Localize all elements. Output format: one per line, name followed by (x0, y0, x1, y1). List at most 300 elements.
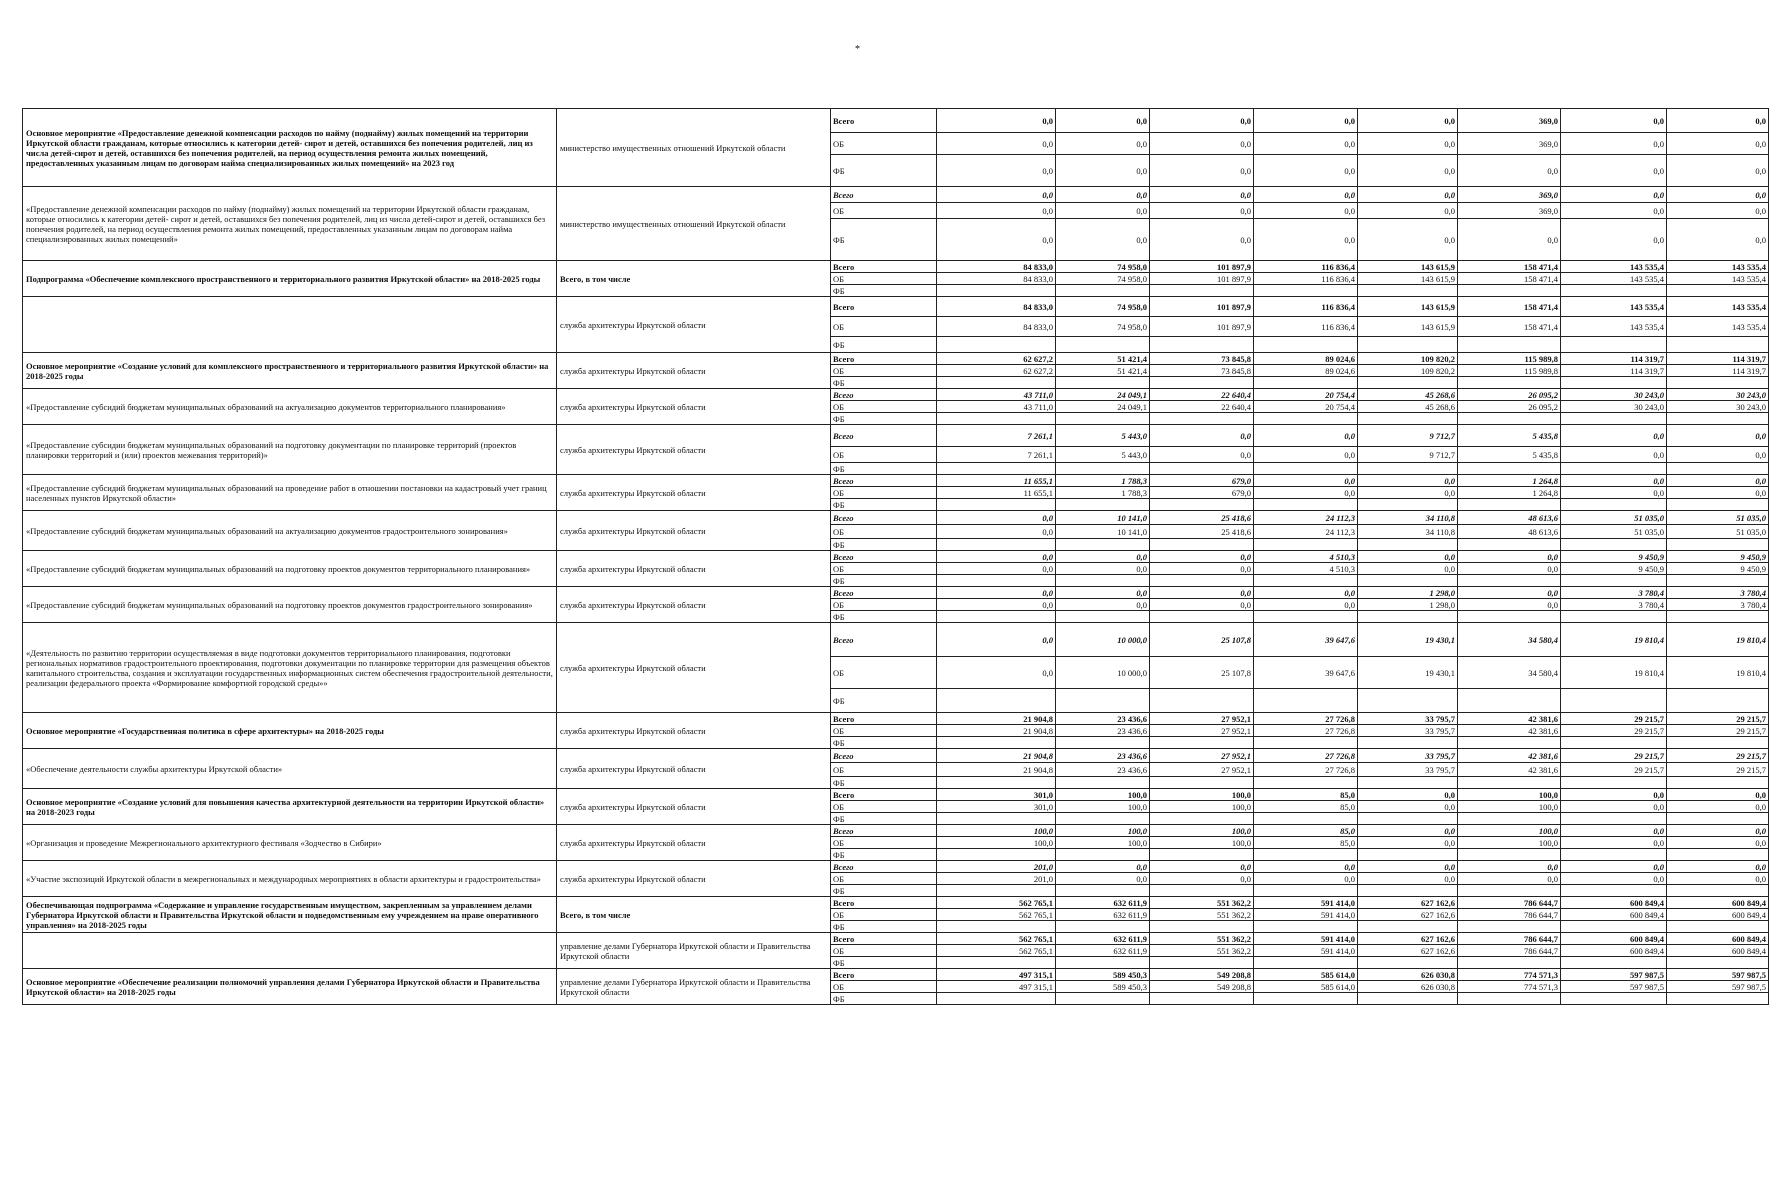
amount-cell: 73 845,8 (1150, 353, 1254, 365)
activity-description: «Деятельность по развитию территории осуществляемая в виде подготовки документов территориального планирования, подготовки региональных нормативов градостроительного проектирования, подготовки документации по планировке территории для размещения объектов капитального строительства, создания и эксплуатации государственных информационных систем обеспечения градостроительной деятельности, реализации федерального проекта «Формирование комфортной городской среды»» (23, 623, 557, 713)
amount-cell: 0,0 (1358, 203, 1458, 219)
amount-cell: 0,0 (1561, 789, 1667, 801)
amount-cell (937, 337, 1056, 353)
amount-cell: 0,0 (1056, 587, 1150, 599)
amount-cell: 600 849,4 (1561, 909, 1667, 921)
amount-cell: 100,0 (1056, 825, 1150, 837)
amount-cell (1056, 921, 1150, 933)
amount-cell (1458, 377, 1561, 389)
funding-source: ОБ (831, 599, 937, 611)
activity-description: «Предоставление субсидий бюджетам муниципальных образований на подготовку проектов документов градостроительного зонирования» (23, 587, 557, 623)
amount-cell (1667, 737, 1769, 749)
amount-cell: 143 535,4 (1667, 273, 1769, 285)
responsible-executor: служба архитектуры Иркутской области (557, 425, 831, 475)
amount-cell (1561, 737, 1667, 749)
amount-cell: 25 107,8 (1150, 623, 1254, 657)
amount-cell: 33 795,7 (1358, 725, 1458, 737)
funding-source: ФБ (831, 737, 937, 749)
amount-cell: 19 810,4 (1561, 623, 1667, 657)
table-row (23, 969, 1769, 981)
amount-cell: 0,0 (1358, 563, 1458, 575)
amount-cell (1358, 337, 1458, 353)
amount-cell: 29 215,7 (1667, 725, 1769, 737)
amount-cell (937, 885, 1056, 897)
table-row (23, 425, 1769, 447)
amount-cell (1667, 463, 1769, 475)
amount-cell: 23 436,6 (1056, 713, 1150, 725)
amount-cell: 143 615,9 (1358, 261, 1458, 273)
amount-cell: 0,0 (1458, 861, 1561, 873)
amount-cell (1056, 611, 1150, 623)
amount-cell: 9 450,9 (1667, 563, 1769, 575)
amount-cell: 0,0 (1056, 133, 1150, 155)
amount-cell: 39 647,6 (1254, 623, 1358, 657)
amount-cell (1254, 885, 1358, 897)
funding-source: Всего (831, 897, 937, 909)
amount-cell: 27 952,1 (1150, 763, 1254, 777)
amount-cell: 632 611,9 (1056, 909, 1150, 921)
amount-cell: 114 319,7 (1561, 353, 1667, 365)
activity-description: Основное мероприятие «Государственная политика в сфере архитектуры» на 2018-2025 годы (23, 713, 557, 749)
funding-source: ОБ (831, 763, 937, 777)
amount-cell: 786 644,7 (1458, 897, 1561, 909)
funding-source: ФБ (831, 377, 937, 389)
amount-cell: 0,0 (1254, 155, 1358, 187)
amount-cell: 45 268,6 (1358, 389, 1458, 401)
amount-cell: 19 430,1 (1358, 623, 1458, 657)
responsible-executor: служба архитектуры Иркутской области (557, 511, 831, 551)
amount-cell: 116 836,4 (1254, 261, 1358, 273)
amount-cell: 62 627,2 (937, 365, 1056, 377)
amount-cell: 158 471,4 (1458, 297, 1561, 317)
amount-cell (1150, 377, 1254, 389)
amount-cell: 0,0 (1358, 801, 1458, 813)
table-row (23, 261, 1769, 273)
amount-cell (1561, 957, 1667, 969)
amount-cell (1254, 813, 1358, 825)
funding-source: Всего (831, 389, 937, 401)
amount-cell: 42 381,6 (1458, 763, 1561, 777)
amount-cell: 0,0 (1561, 155, 1667, 187)
activity-description (23, 933, 557, 969)
amount-cell: 100,0 (1056, 789, 1150, 801)
amount-cell (1458, 611, 1561, 623)
amount-cell: 84 833,0 (937, 273, 1056, 285)
amount-cell: 0,0 (1150, 587, 1254, 599)
amount-cell: 10 000,0 (1056, 657, 1150, 689)
amount-cell (937, 957, 1056, 969)
amount-cell: 29 215,7 (1561, 713, 1667, 725)
amount-cell: 100,0 (937, 837, 1056, 849)
amount-cell: 0,0 (1667, 219, 1769, 261)
amount-cell: 0,0 (937, 219, 1056, 261)
amount-cell: 0,0 (1667, 109, 1769, 133)
amount-cell: 158 471,4 (1458, 317, 1561, 337)
amount-cell: 0,0 (937, 623, 1056, 657)
amount-cell (1056, 285, 1150, 297)
amount-cell (1667, 539, 1769, 551)
amount-cell: 143 615,9 (1358, 317, 1458, 337)
amount-cell: 1 298,0 (1358, 599, 1458, 611)
amount-cell (1358, 993, 1458, 1005)
amount-cell: 679,0 (1150, 475, 1254, 487)
table-row (23, 551, 1769, 563)
amount-cell: 89 024,6 (1254, 365, 1358, 377)
amount-cell (1254, 413, 1358, 425)
amount-cell: 11 655,1 (937, 487, 1056, 499)
amount-cell: 0,0 (1561, 447, 1667, 463)
amount-cell: 497 315,1 (937, 981, 1056, 993)
amount-cell (1254, 777, 1358, 789)
funding-source: ФБ (831, 463, 937, 475)
amount-cell: 85,0 (1254, 837, 1358, 849)
amount-cell: 0,0 (937, 511, 1056, 525)
amount-cell: 101 897,9 (1150, 273, 1254, 285)
amount-cell: 0,0 (1254, 133, 1358, 155)
amount-cell: 549 208,8 (1150, 969, 1254, 981)
amount-cell (1358, 957, 1458, 969)
amount-cell: 85,0 (1254, 801, 1358, 813)
amount-cell: 0,0 (1458, 551, 1561, 563)
amount-cell: 85,0 (1254, 789, 1358, 801)
amount-cell: 0,0 (1150, 563, 1254, 575)
amount-cell (1358, 499, 1458, 511)
responsible-executor: служба архитектуры Иркутской области (557, 623, 831, 713)
table-row (23, 297, 1769, 317)
amount-cell (1056, 885, 1150, 897)
amount-cell: 51 421,4 (1056, 365, 1150, 377)
amount-cell: 0,0 (1458, 563, 1561, 575)
amount-cell: 0,0 (1667, 873, 1769, 885)
funding-source: Всего (831, 587, 937, 599)
amount-cell: 0,0 (1358, 551, 1458, 563)
amount-cell: 0,0 (1667, 861, 1769, 873)
amount-cell (1254, 957, 1358, 969)
table-row (23, 187, 1769, 203)
amount-cell: 369,0 (1458, 133, 1561, 155)
amount-cell: 24 112,3 (1254, 511, 1358, 525)
amount-cell (1056, 777, 1150, 789)
amount-cell: 9 450,9 (1561, 563, 1667, 575)
activity-description: «Организация и проведение Межрегионального архитектурного фестиваля «Зодчество в Сибири» (23, 825, 557, 861)
amount-cell: 600 849,4 (1561, 945, 1667, 957)
amount-cell: 114 319,7 (1667, 365, 1769, 377)
funding-source: Всего (831, 109, 937, 133)
amount-cell: 33 795,7 (1358, 749, 1458, 763)
amount-cell: 11 655,1 (937, 475, 1056, 487)
amount-cell: 0,0 (1254, 109, 1358, 133)
amount-cell (1458, 337, 1561, 353)
amount-cell: 597 987,5 (1561, 969, 1667, 981)
amount-cell: 0,0 (1056, 155, 1150, 187)
amount-cell: 0,0 (1150, 447, 1254, 463)
funding-source: ФБ (831, 993, 937, 1005)
amount-cell (937, 777, 1056, 789)
amount-cell: 29 215,7 (1667, 749, 1769, 763)
activity-description: Основное мероприятие «Создание условий для комплексного пространственного и территориального развития Иркутской области» на 2018-2025 годы (23, 353, 557, 389)
amount-cell: 158 471,4 (1458, 261, 1561, 273)
amount-cell: 0,0 (1561, 861, 1667, 873)
amount-cell (1150, 285, 1254, 297)
amount-cell: 600 849,4 (1667, 945, 1769, 957)
funding-source: Всего (831, 475, 937, 487)
amount-cell (1458, 285, 1561, 297)
amount-cell: 0,0 (1150, 203, 1254, 219)
amount-cell: 10 000,0 (1056, 623, 1150, 657)
amount-cell: 24 049,1 (1056, 389, 1150, 401)
amount-cell (1254, 611, 1358, 623)
amount-cell: 24 112,3 (1254, 525, 1358, 539)
amount-cell: 591 414,0 (1254, 897, 1358, 909)
amount-cell: 0,0 (1667, 475, 1769, 487)
amount-cell: 29 215,7 (1561, 725, 1667, 737)
amount-cell: 0,0 (1561, 801, 1667, 813)
funding-source: ОБ (831, 487, 937, 499)
funding-source: Всего (831, 861, 937, 873)
amount-cell (1561, 611, 1667, 623)
amount-cell (1254, 463, 1358, 475)
amount-cell (1358, 377, 1458, 389)
amount-cell: 23 436,6 (1056, 763, 1150, 777)
amount-cell: 0,0 (1458, 219, 1561, 261)
amount-cell (1458, 885, 1561, 897)
activity-description: «Предоставление субсидий бюджетам муниципальных образований на актуализацию документов территориального планирования» (23, 389, 557, 425)
amount-cell (1150, 337, 1254, 353)
amount-cell (1561, 921, 1667, 933)
amount-cell (1150, 539, 1254, 551)
amount-cell (937, 377, 1056, 389)
amount-cell: 0,0 (1150, 861, 1254, 873)
amount-cell (1458, 413, 1561, 425)
amount-cell: 0,0 (937, 187, 1056, 203)
amount-cell: 143 535,4 (1667, 261, 1769, 273)
amount-cell: 0,0 (1358, 861, 1458, 873)
amount-cell: 600 849,4 (1667, 909, 1769, 921)
amount-cell: 585 614,0 (1254, 969, 1358, 981)
amount-cell: 369,0 (1458, 109, 1561, 133)
amount-cell: 3 780,4 (1667, 599, 1769, 611)
amount-cell: 4 510,3 (1254, 563, 1358, 575)
amount-cell (1667, 849, 1769, 861)
responsible-executor: Всего, в том числе (557, 897, 831, 933)
amount-cell (1056, 849, 1150, 861)
amount-cell: 0,0 (1150, 425, 1254, 447)
amount-cell: 0,0 (1254, 861, 1358, 873)
table-row (23, 511, 1769, 525)
amount-cell (1667, 813, 1769, 825)
amount-cell: 23 436,6 (1056, 725, 1150, 737)
amount-cell: 7 261,1 (937, 447, 1056, 463)
responsible-executor: служба архитектуры Иркутской области (557, 587, 831, 623)
responsible-executor: Всего, в том числе (557, 261, 831, 297)
amount-cell: 3 780,4 (1667, 587, 1769, 599)
amount-cell: 27 952,1 (1150, 713, 1254, 725)
amount-cell: 0,0 (1254, 219, 1358, 261)
amount-cell (937, 611, 1056, 623)
funding-source: Всего (831, 261, 937, 273)
funding-source: ФБ (831, 499, 937, 511)
amount-cell: 20 754,4 (1254, 389, 1358, 401)
amount-cell (1561, 285, 1667, 297)
amount-cell (1561, 885, 1667, 897)
amount-cell: 0,0 (937, 657, 1056, 689)
amount-cell: 0,0 (1561, 837, 1667, 849)
amount-cell (1254, 737, 1358, 749)
amount-cell: 101 897,9 (1150, 261, 1254, 273)
amount-cell: 0,0 (937, 133, 1056, 155)
amount-cell: 632 611,9 (1056, 897, 1150, 909)
amount-cell: 497 315,1 (937, 969, 1056, 981)
amount-cell (1150, 777, 1254, 789)
responsible-executor: служба архитектуры Иркутской области (557, 713, 831, 749)
amount-cell: 626 030,8 (1358, 981, 1458, 993)
amount-cell: 48 613,6 (1458, 511, 1561, 525)
amount-cell: 100,0 (1150, 837, 1254, 849)
activity-description: Подпрограмма «Обеспечение комплексного пространственного и территориального развития Иркутской области» на 2018-2025 годы (23, 261, 557, 297)
amount-cell: 1 264,8 (1458, 487, 1561, 499)
amount-cell (1667, 777, 1769, 789)
amount-cell (1150, 849, 1254, 861)
amount-cell: 143 535,4 (1561, 297, 1667, 317)
amount-cell: 632 611,9 (1056, 933, 1150, 945)
amount-cell: 30 243,0 (1561, 401, 1667, 413)
amount-cell: 0,0 (1254, 425, 1358, 447)
amount-cell: 39 647,6 (1254, 657, 1358, 689)
amount-cell (1667, 337, 1769, 353)
amount-cell: 115 989,8 (1458, 353, 1561, 365)
amount-cell: 600 849,4 (1561, 933, 1667, 945)
funding-source: ФБ (831, 813, 937, 825)
amount-cell: 100,0 (1458, 837, 1561, 849)
amount-cell: 0,0 (1150, 599, 1254, 611)
amount-cell: 551 362,2 (1150, 897, 1254, 909)
amount-cell: 1 298,0 (1358, 587, 1458, 599)
amount-cell (1561, 539, 1667, 551)
amount-cell: 0,0 (1458, 599, 1561, 611)
amount-cell (1358, 539, 1458, 551)
amount-cell: 29 215,7 (1667, 763, 1769, 777)
amount-cell (937, 737, 1056, 749)
amount-cell: 42 381,6 (1458, 713, 1561, 725)
amount-cell (1667, 377, 1769, 389)
amount-cell (1667, 993, 1769, 1005)
funding-source: ОБ (831, 657, 937, 689)
activity-description: «Предоставление субсидий бюджетам муниципальных образований на проведение работ в отношении постановки на кадастровый учет границ населенных пунктов Иркутской области» (23, 475, 557, 511)
funding-source: Всего (831, 551, 937, 563)
amount-cell (1150, 993, 1254, 1005)
amount-cell (1358, 463, 1458, 475)
amount-cell (1150, 737, 1254, 749)
amount-cell: 85,0 (1254, 825, 1358, 837)
amount-cell: 84 833,0 (937, 317, 1056, 337)
table-row (23, 749, 1769, 763)
amount-cell (1056, 737, 1150, 749)
amount-cell: 0,0 (937, 525, 1056, 539)
amount-cell (1254, 539, 1358, 551)
amount-cell: 0,0 (1254, 599, 1358, 611)
amount-cell (1358, 611, 1458, 623)
amount-cell (1561, 993, 1667, 1005)
amount-cell (1056, 575, 1150, 587)
amount-cell: 34 580,4 (1458, 623, 1561, 657)
program-funding-table (22, 108, 1769, 1005)
funding-source: ФБ (831, 777, 937, 789)
amount-cell: 51 421,4 (1056, 353, 1150, 365)
amount-cell: 115 989,8 (1458, 365, 1561, 377)
amount-cell (1561, 377, 1667, 389)
amount-cell: 551 362,2 (1150, 933, 1254, 945)
amount-cell (1150, 885, 1254, 897)
table-row (23, 825, 1769, 837)
amount-cell: 0,0 (1667, 155, 1769, 187)
amount-cell: 19 810,4 (1667, 623, 1769, 657)
amount-cell: 562 765,1 (937, 909, 1056, 921)
amount-cell: 116 836,4 (1254, 273, 1358, 285)
amount-cell: 597 987,5 (1667, 981, 1769, 993)
funding-source: ОБ (831, 981, 937, 993)
amount-cell: 0,0 (1358, 475, 1458, 487)
amount-cell: 22 640,4 (1150, 401, 1254, 413)
amount-cell: 786 644,7 (1458, 909, 1561, 921)
amount-cell: 600 849,4 (1667, 933, 1769, 945)
funding-source: ОБ (831, 365, 937, 377)
funding-source: ФБ (831, 611, 937, 623)
activity-description (23, 297, 557, 353)
amount-cell: 0,0 (1561, 203, 1667, 219)
amount-cell: 0,0 (1667, 133, 1769, 155)
amount-cell: 74 958,0 (1056, 261, 1150, 273)
amount-cell: 597 987,5 (1561, 981, 1667, 993)
amount-cell (1056, 377, 1150, 389)
amount-cell: 30 243,0 (1667, 401, 1769, 413)
amount-cell: 551 362,2 (1150, 945, 1254, 957)
amount-cell: 74 958,0 (1056, 297, 1150, 317)
amount-cell: 34 110,8 (1358, 511, 1458, 525)
amount-cell: 301,0 (937, 789, 1056, 801)
amount-cell: 109 820,2 (1358, 365, 1458, 377)
amount-cell: 0,0 (937, 203, 1056, 219)
amount-cell: 786 644,7 (1458, 933, 1561, 945)
amount-cell (1667, 957, 1769, 969)
funding-source: ФБ (831, 575, 937, 587)
amount-cell: 0,0 (1667, 801, 1769, 813)
amount-cell: 201,0 (937, 873, 1056, 885)
amount-cell (937, 575, 1056, 587)
amount-cell: 562 765,1 (937, 933, 1056, 945)
amount-cell: 101 897,9 (1150, 297, 1254, 317)
amount-cell: 786 644,7 (1458, 945, 1561, 957)
amount-cell: 27 726,8 (1254, 713, 1358, 725)
funding-source: Всего (831, 789, 937, 801)
amount-cell (1561, 689, 1667, 713)
amount-cell: 591 414,0 (1254, 909, 1358, 921)
amount-cell: 0,0 (1358, 109, 1458, 133)
funding-source: Всего (831, 825, 937, 837)
amount-cell: 0,0 (1667, 187, 1769, 203)
amount-cell: 100,0 (1056, 837, 1150, 849)
amount-cell: 0,0 (1358, 789, 1458, 801)
funding-source: ФБ (831, 921, 937, 933)
amount-cell: 0,0 (1056, 873, 1150, 885)
amount-cell: 549 208,8 (1150, 981, 1254, 993)
amount-cell: 0,0 (1458, 155, 1561, 187)
funding-source: ОБ (831, 563, 937, 575)
amount-cell: 42 381,6 (1458, 725, 1561, 737)
amount-cell: 19 810,4 (1667, 657, 1769, 689)
funding-source: Всего (831, 353, 937, 365)
amount-cell: 158 471,4 (1458, 273, 1561, 285)
amount-cell: 0,0 (1056, 109, 1150, 133)
